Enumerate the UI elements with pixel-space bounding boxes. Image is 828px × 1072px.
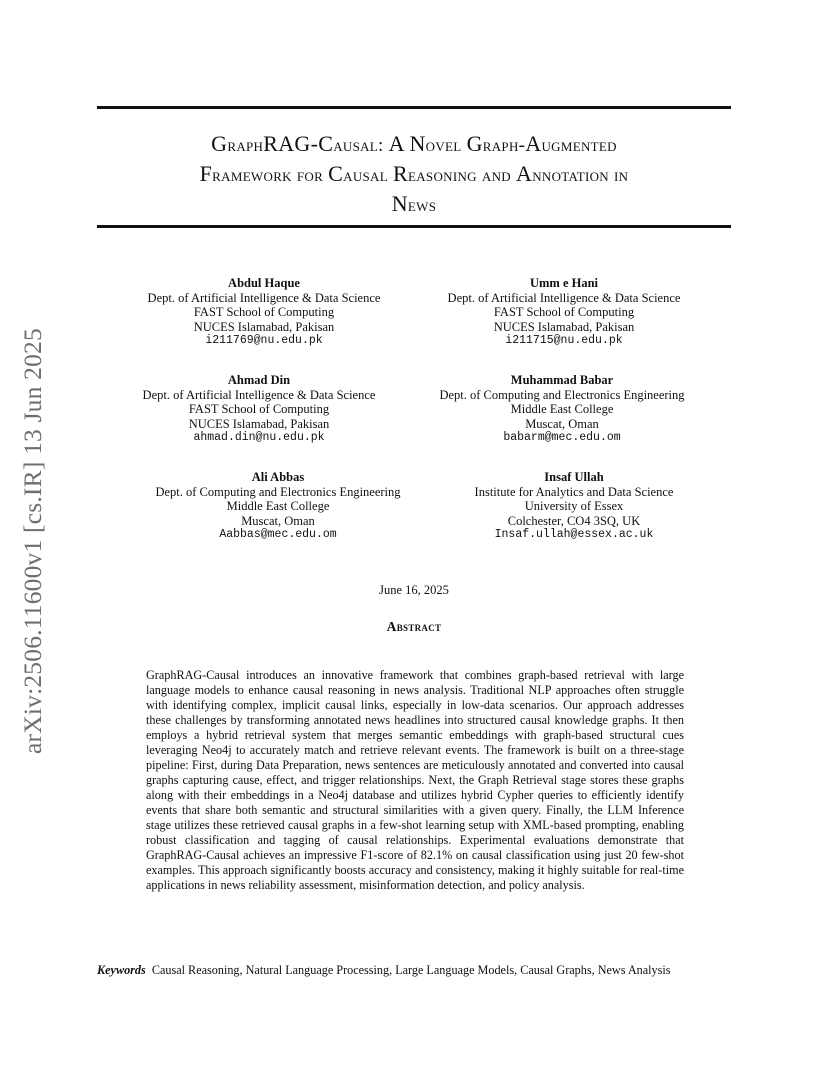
title-bottom-rule [97, 225, 731, 228]
publication-date: June 16, 2025 [379, 583, 449, 597]
keywords-text: Causal Reasoning, Natural Language Processing, Large Language Models, Causal Graphs, News Analysis [151, 963, 671, 977]
author-block [407, 373, 717, 446]
author-block [409, 276, 719, 349]
author-location: Muscat, Oman [525, 416, 599, 431]
author-email: i211769@nu.edu.pk [205, 334, 323, 348]
author-location: Muscat, Oman [241, 513, 315, 528]
author-email: Aabbas@mec.edu.om [219, 528, 337, 542]
author-dept: Dept. of Computing and Electronics Engineering [155, 484, 401, 499]
author-name: Ahmad Din [227, 373, 291, 387]
author-dept: Dept. of Computing and Electronics Engineering [439, 387, 685, 402]
author-school: University of Essex [524, 499, 624, 514]
author-school: FAST School of Computing [493, 305, 635, 320]
keywords-line [97, 963, 747, 978]
author-name: Insaf Ullah [544, 470, 604, 484]
author-location: NUCES Islamabad, Pakisan [493, 319, 635, 334]
author-email: ahmad.din@nu.edu.pk [193, 431, 325, 445]
keywords-label: Keywords [97, 963, 146, 977]
author-dept: Dept. of Artificial Intelligence & Data Science [147, 290, 381, 305]
author-location: Colchester, CO4 3SQ, UK [507, 513, 641, 528]
author-dept: Dept. of Artificial Intelligence & Data Science [142, 387, 376, 402]
author-block [104, 373, 414, 446]
author-name: Umm e Hani [529, 276, 599, 290]
author-email: Insaf.ullah@essex.ac.uk [494, 528, 654, 542]
author-name: Abdul Haque [228, 276, 300, 290]
author-block [123, 470, 433, 543]
arxiv-identifier: arXiv:2506.11600v1 [cs.IR] 13 Jun 2025 [18, 328, 47, 754]
author-name: Ali Abbas [251, 470, 305, 484]
author-block [419, 470, 729, 543]
author-school: Middle East College [510, 402, 614, 417]
abstract-text: GraphRAG-Causal introduces an innovative framework that combines graph-based retrieval with large language models to enhance causal reasoning in news analysis. Traditional NLP approaches often struggle with identifying complex, implicit causal links, especially in low-data scenarios. Our approach addresses these challenges by transforming annotated news headlines into structured causal knowledge graphs. It then employs a hybrid retrieval system that merges semantic embeddings with graph-based structural cues leveraging Neo4j to accurately match and retrieve relevant events. The framework is built on a three-stage pipeline: First, during Data Preparation, news sentences are meticulously annotated and converted into causal graphs capturing cause, effect, and trigger relationships. Next, the Graph Retrieval stage stores these graphs along with their embeddings in a Neo4j database and utilizes hybrid Cypher queries to efficiently identify events that share both semantic and structural similarities with a given query. Finally, the LLM Inference stage utilizes these retrieved causal graphs in a few-shot learning setup with XML-based prompting, enabling robust classification and tagging of causal relationships. Experimental evaluations demonstrate that GraphRAG-Causal achieves an impressive F1-score of 82.1% on causal classification using just 20 few-shot examples. This approach significantly boosts accuracy and consistency, making it highly suitable for real-time applications in news reliability assessment, misinformation detection, and policy analysis. [146, 668, 684, 892]
title-line-1: GraphRAG-Causal: A Novel Graph-Augmented [211, 131, 617, 156]
title-line-2: Framework for Causal Reasoning and Annotation in [199, 161, 629, 186]
author-name: Muhammad Babar [510, 373, 614, 387]
title-line-3: News [391, 191, 437, 216]
author-school: Middle East College [226, 499, 330, 514]
author-email: i211715@nu.edu.pk [505, 334, 623, 348]
title-top-rule [97, 106, 731, 109]
author-location: NUCES Islamabad, Pakisan [188, 416, 330, 431]
author-location: NUCES Islamabad, Pakisan [193, 319, 335, 334]
author-school: FAST School of Computing [193, 305, 335, 320]
paper-title [97, 130, 731, 220]
abstract-heading: Abstract [386, 619, 442, 634]
author-dept: Institute for Analytics and Data Science [474, 484, 674, 499]
author-school: FAST School of Computing [188, 402, 330, 417]
author-dept: Dept. of Artificial Intelligence & Data Science [447, 290, 681, 305]
author-email: babarm@mec.edu.om [503, 431, 621, 445]
author-block [109, 276, 419, 349]
